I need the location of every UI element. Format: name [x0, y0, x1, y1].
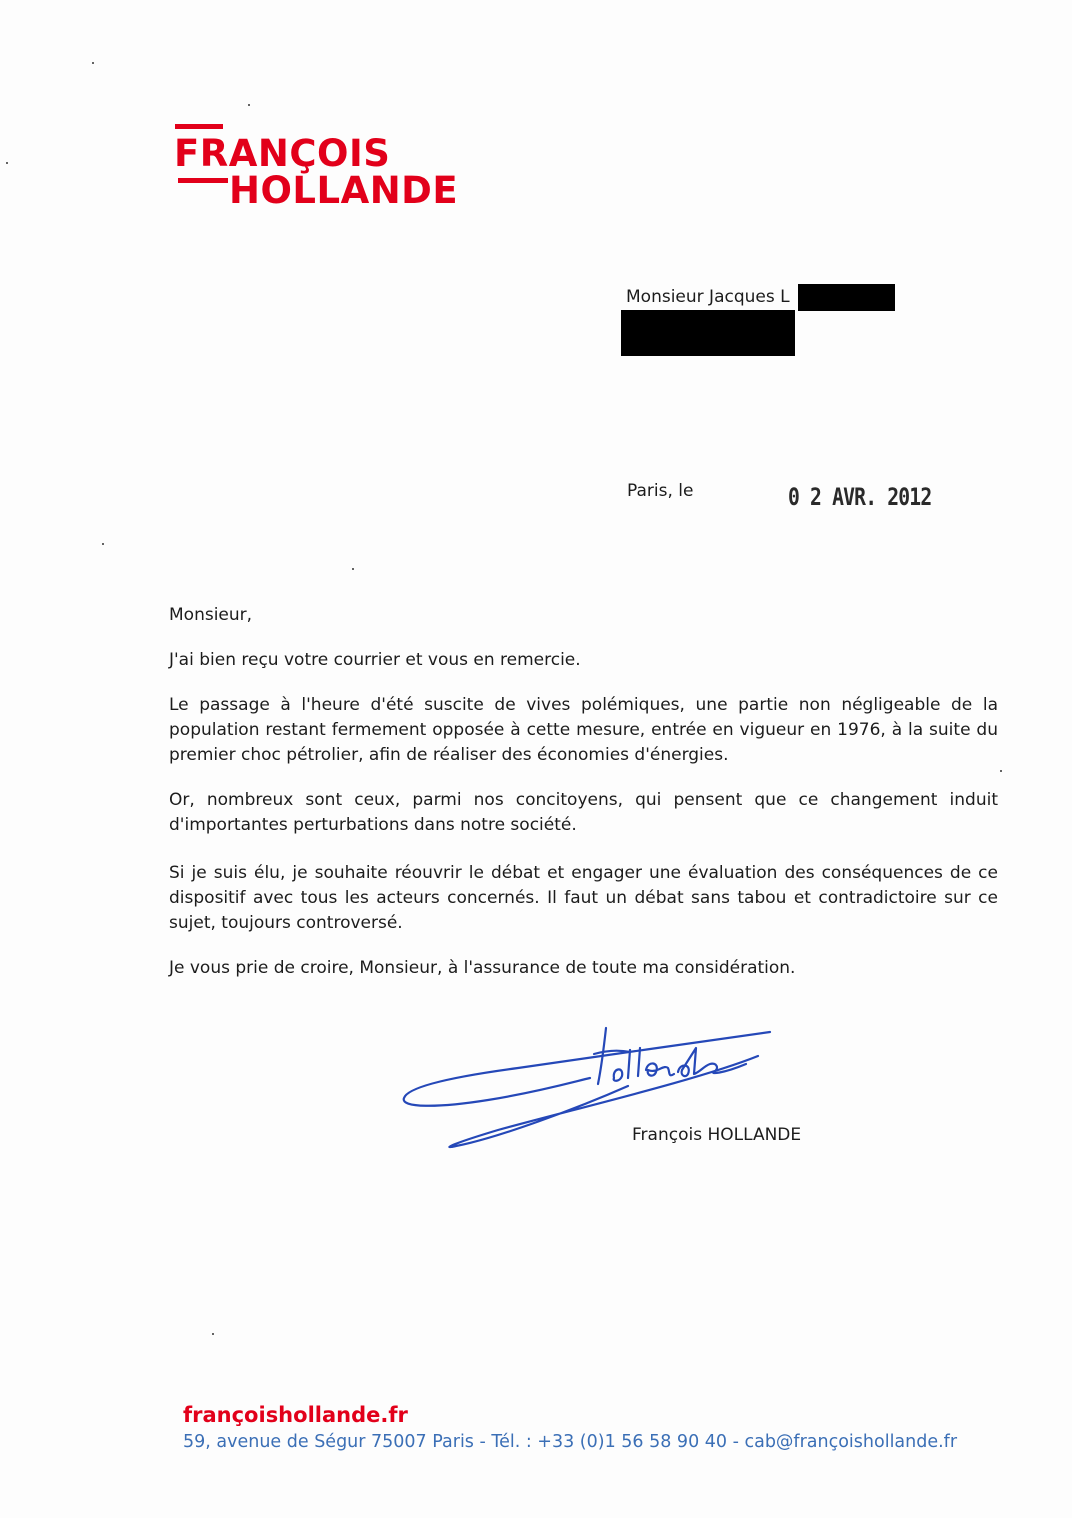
scan-speck: [102, 543, 104, 545]
logo-bar-middle: [178, 178, 228, 183]
paragraph-thanks: J'ai bien reçu votre courrier et vous en remercie.: [169, 650, 581, 670]
scan-speck: [1000, 770, 1002, 772]
signer-name: François HOLLANDE: [632, 1125, 802, 1145]
salutation: Monsieur,: [169, 605, 253, 625]
date-stamp: 0 2 AVR. 2012: [788, 483, 932, 511]
date-place: Paris, le: [627, 481, 694, 501]
scan-speck: [92, 62, 94, 64]
recipient-name: Monsieur Jacques L: [626, 287, 790, 307]
scan-speck: [248, 104, 250, 106]
scan-speck: [352, 568, 354, 570]
paragraph-summer-time: Le passage à l'heure d'été suscite de vives polémiques, une partie non négligeable de la population restant fermement opposée à cette mesure, entrée en vigueur en 1976, à la suite du premier choc pétrolier, afin de réaliser des économies d'énergies.: [169, 695, 998, 765]
redaction-bar: [798, 284, 895, 311]
logo-bar-top: [175, 124, 223, 129]
redaction-block: [621, 310, 795, 356]
paragraph-disruptions: Or, nombreux sont ceux, parmi nos concitoyens, qui pensent que ce changement induit d'importantes perturbations dans notre société.: [169, 790, 998, 835]
logo-line-last-name: HOLLANDE: [229, 169, 459, 212]
paragraph-commitment: Si je suis élu, je souhaite réouvrir le débat et engager une évaluation des conséquences de ce dispositif avec tous les acteurs concernés. Il faut un débat sans tabou et contradictoire sur ce sujet, toujours controversé.: [169, 863, 998, 933]
closing-formula: Je vous prie de croire, Monsieur, à l'assurance de toute ma considération.: [169, 958, 796, 978]
scan-speck: [6, 162, 8, 164]
logo-line-first-name: FRANÇOIS: [174, 132, 391, 175]
footer-contact: 59, avenue de Ségur 75007 Paris - Tél. : +33 (0)1 56 58 90 40 - cab@françoishollande.fr: [183, 1432, 958, 1452]
footer-website: françoishollande.fr: [183, 1403, 408, 1427]
scan-speck: [212, 1333, 214, 1335]
